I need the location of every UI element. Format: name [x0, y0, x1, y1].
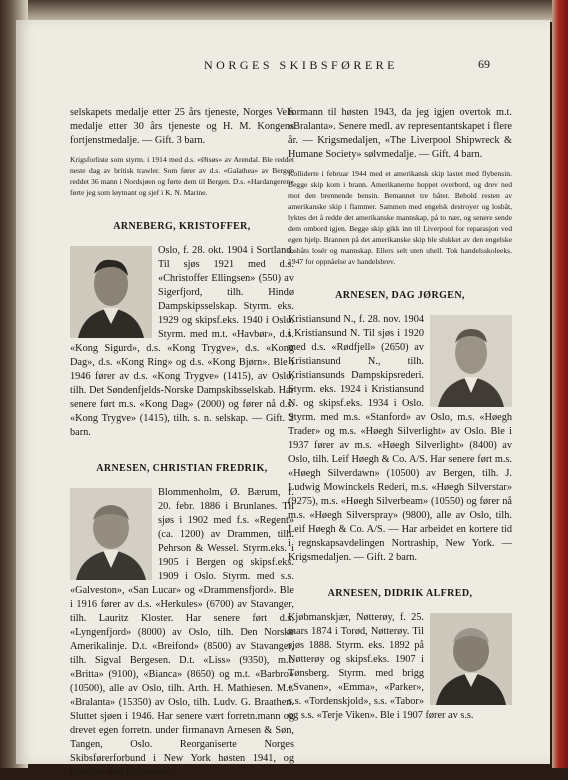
right-column [288, 106, 512, 723]
portrait-photo-arnesen-dag [430, 315, 512, 407]
entry-text-arnesen-dag: Kristiansund N., f. 28. nov. 1904 i Kristiansund N. Til sjøs i 1920 med d.s. «Rødfjell» (2650) av Kristiansund N., tilh. Kristiansunds Dampskipsrederi. Styrm. eks. 1924 i Kristiansund N. og skipsf.eks. 1934 i Oslo. Styrm. med m.s. «Stanford» av Oslo, m.s. «Høegh Trader» og m.s. «Høegh Silverlight» av Oslo. Ble i 1937 fører av m.s. «Høegh Silverlight» (8400) av Oslo, tilh. Leif Høegh & Co. A/S. Har senere ført m.s. «Høegh Silverdawn» (10500) av Bergen, tilh. J. Ludwig Mowinckels Rederi, m.s. «Høegh Silverstar» (9275), m.s. «Høegh Silverbeam» (10550) og fører nå m.s. «Høegh Silverspray» (9800), alle av Oslo, tilh. Leif Høegh & Co. A/S. — Har arbeidet en kortere tid i regnskapsavdelingen Nortraship, New York. — Krigsmedaljen. — Gift. 2 barn. [288, 314, 512, 563]
left-column [70, 106, 294, 780]
entry-name-arnesen-christian: ARNESEN, CHRISTIAN FREDRIK, [96, 463, 268, 474]
entry-name-arnesen-dag: ARNESEN, DAG JØRGEN, [335, 290, 465, 301]
entry-name-arneberg: ARNEBERG, KRISTOFFER, [113, 221, 251, 232]
book-page [16, 20, 550, 778]
left-intro-text: selskapets medalje etter 25 års tjeneste, Norges Vels medalje etter 30 års tjeneste og H. M. Kongens fortjenstmedalje. — Gift. 3 barn. [70, 107, 294, 146]
entry-text-arneberg: Oslo, f. 28. okt. 1904 i Sortland. Til sjøs 1921 med d.s. «Christoffer Ellingsen» (550) av Sigerfjord, tilh. Hindø Dampskipsselskap. Styrm. eks. 1929 og skipsf.eks. 1940 i Oslo. Styrm. med m.t. «Havbør», d.s. «Kong Sigurd», d.s. «Kong Trygve», d.s. «Kong Dag», d.s. «Kong Ring» og d.s. «Kong Bjørn». Ble i 1946 fører av d.s. «Kong Trygve» (1415), av Oslo, tilh. Det Søndenfjelds-Norske Dampskibsselskab. Har senere ført m.s. «Kong Dag» (2000) og fører nå d.s. «Kong Trygve» (1415), tilh. s. n. selskap. — Gift. 2 barn. [70, 245, 294, 438]
portrait-photo-arnesen-christian [70, 488, 152, 580]
portrait-photo-arneberg [70, 246, 152, 338]
entry-text-arnesen-christian: Blommenholm, Ø. Bærum, f. 20. febr. 1886 i Brunlanes. Til sjøs i 1902 med f.s. «Regent» (ca. 1200) av Drammen, tilh. Pehrson & Wessel. Styrm.eks. i 1905 i Bergen og skipsf.eks. 1909 i Oslo. Styrm. med s.s. «Galveston», «San Lucar» og «Drammensfjord». Ble i 1916 fører av d.s. «Herkules» (6700) av Stavanger, tilh. Lauritz Kloster. Har senere ført d.s. «Lyngenfjord» (8000) av Oslo, tilh. Den Norske Amerikalinje. D.t. «Breifond» (8500) av Stavanger, tilh. Sigval Bergesen. D.t. «Liss» (9350), m.t. «Britta» (9100), «Bianca» (8650) og m.t. «Barbro» (10500), alle av Oslo, tilh. Arth. H. Mathiesen. M.t. «Bralanta» (15350) av Oslo, tilh. Ludv. G. Braathen. Sluttet sjøen i 1946. Har senere vært forretn.mann og drevet egen forretn. under firmanavn Arnesen & Søn, Tangen, Oslo. Reorganiserte Norges Skibsførerforbund i New York høsten 1941, og fortsatte som forbundets [70, 487, 294, 778]
running-title: NORGES SKIBSFØRERE [203, 58, 399, 72]
portrait-photo-arnesen-didrik [430, 613, 512, 705]
right-intro-text: formann til høsten 1943, da jeg igjen overtok m.t. «Bralanta». Senere medl. av representantskapet i flere år. — Krigsmedaljen, «The Liverpool Shipwreck & Humane Society» sølvmedalje. — Gift. 4 barn. [288, 107, 512, 160]
left-intro-note: Krigsforliste som styrm. i 1914 med d.s. «Øisøs» av Arendal. Ble reddet neste dag av britisk trawler. Som fører av d.s. «Galathea» av Bergen reddet 36 mann i Nordsjøen og førte dem til Bergen. D.s. «Hardangeren» førte jeg som løytnant og sjef i K. N. Marine. [70, 155, 294, 197]
page-number: 69 [478, 57, 490, 71]
top-book-edge [28, 0, 568, 22]
right-intro-note: Kolliderte i februar 1944 med et amerikansk skip lastet med flybensin. Begge skip kom i brann. Amerikanerne hoppet overbord, og drev ned mot den brennende bensin. Bemannet tre båter. Behold resten av amerikanske skip i flammer. Sammen med engelsk destroyer og losbåt, lyktes det å redde det amerikanske mannskap, på to nær, og senere sende dem ombord igjen. Begge skip gikk inn til Liverpool for reparasjon ved egen hjelp. Brannen på det amerikanske skip ble slukket av den engelske losbåts losér og mannskap. Ellers selt uten uhell. Tok handelsskoleeks. 1947 for oppnåelse av handelsbrev. [288, 169, 512, 266]
entry-name-arnesen-didrik: ARNESEN, DIDRIK ALFRED, [327, 588, 473, 599]
red-page-edge [552, 0, 568, 768]
entry-text-arnesen-didrik: Kjøbmanskjær, Nøtterøy, f. 25. mars 1874 i Torød, Nøtterøy. Til sjøs 1888. Styrm. eks. 1892 på Nøtterøy og skipsf.eks. 1907 i Tønsberg. Styrm. med brigg «Svanen», «Emma», «Parker», s.s. «Tordenskjold», s.s. «Tabor» og s.s. «Terje Viken». Ble i 1907 fører av s.s. [288, 612, 474, 721]
